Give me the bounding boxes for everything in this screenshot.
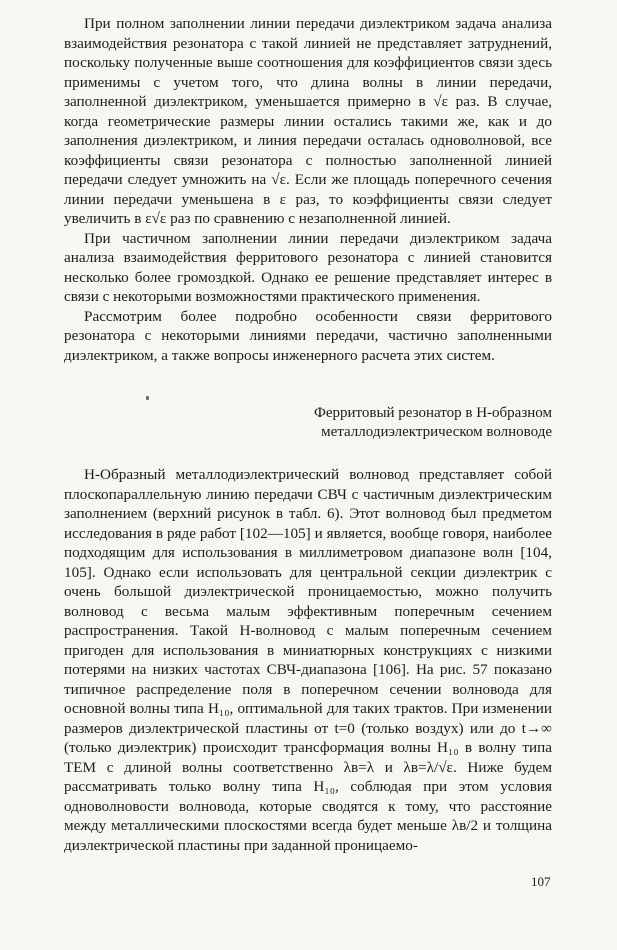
paragraph-partial-filling: При частичном заполнении линии передачи диэлектриком задача анализа взаимодействия ферритового резонатора с линией становится несколько более громоздкой. Однако ее решение представляет интерес в связи с некоторыми возможностями практического применения. bbox=[64, 229, 552, 305]
h-waveguide-text-block bbox=[64, 465, 552, 855]
page-number: 107 bbox=[531, 874, 551, 889]
paragraph-full-filling: При полном заполнении линии передачи диэлектриком задача анализа взаимодействия резонатора с такой линией не представляет затруднений, поскольку полученные выше соотношения для коэффициентов связи здесь применимы с учетом того, что длина волны в линии передачи, заполненной диэлектриком, уменьшается примерно в √ε раз. В случае, когда геометрические размеры линии остались такими же, как и до заполнения диэлектриком, и линия передачи осталась одноволновой, все коэффициенты связи резонатора с полностью заполненной линией передачи следует умножить на √ε. Если же площадь поперечного сечения линии передачи уменьшена в ε раз, то коэффициенты связи следует увеличить в ε√ε раз по сравнению с незаполненной линией. bbox=[64, 15, 552, 227]
paragraph-consider-coupling: Рассмотрим более подробно особенности связи ферритового резонатора с некоторыми линиями передачи, частично заполненными диэлектриком, а также вопросы инженерного расчета этих систем. bbox=[64, 307, 552, 364]
section-heading-line-1: Ферритовый резонатор в Н-образном bbox=[313, 405, 552, 421]
paragraph-h-waveguide: Н-Образный металлодиэлектрический волновод представляет собой плоскопараллельную линию передачи СВЧ с частичным диэлектрическим заполнением (верхний рисунок в табл. 6). Этот волновод был предметом исследования в ряде работ [102—105] и является, вообще говоря, наиболее подходящим для использования в миллиметровом диапазоне волн [104, 105]. Однако если использовать для центральной секции диэлектрик с очень большой диэлектрической проницаемостью, можно получить волновод с весьма малым эффективным поперечным сечением распространения. Такой Н-волновод с малым поперечным сечением пригоден для использования в миниатюрных конструкциях с низкими потерями на низких частотах СВЧ-диапазона [106]. На рис. 57 показано типичное распределение поля в поперечном сечении волновода для основной волны типа H₁₀, оптимальной для таких трактов. При изменении размеров диэлектрической пластины от t=0 (только воздух) или до t→∞ (только диэлектрик) происходит трансформация волны H₁₀ в волну типа ТЕМ с длиной волны соответственно λв=λ и λв=λ/√ε. Ниже будем рассматривать только волну типа H₁₀, соблюдая при этом условия одноволновости волновода, которые сводятся к тому, что расстояние между металлическими плоскостями всегда будет меньше λв/2 и толщина диэлектрической пластины при заданной проницаемо- bbox=[64, 466, 552, 854]
section-heading bbox=[64, 404, 552, 442]
intro-text-block bbox=[64, 14, 552, 365]
section-heading-line-2: металлодиэлектрическом волноводе bbox=[321, 424, 552, 440]
stray-ink-mark bbox=[146, 396, 149, 400]
